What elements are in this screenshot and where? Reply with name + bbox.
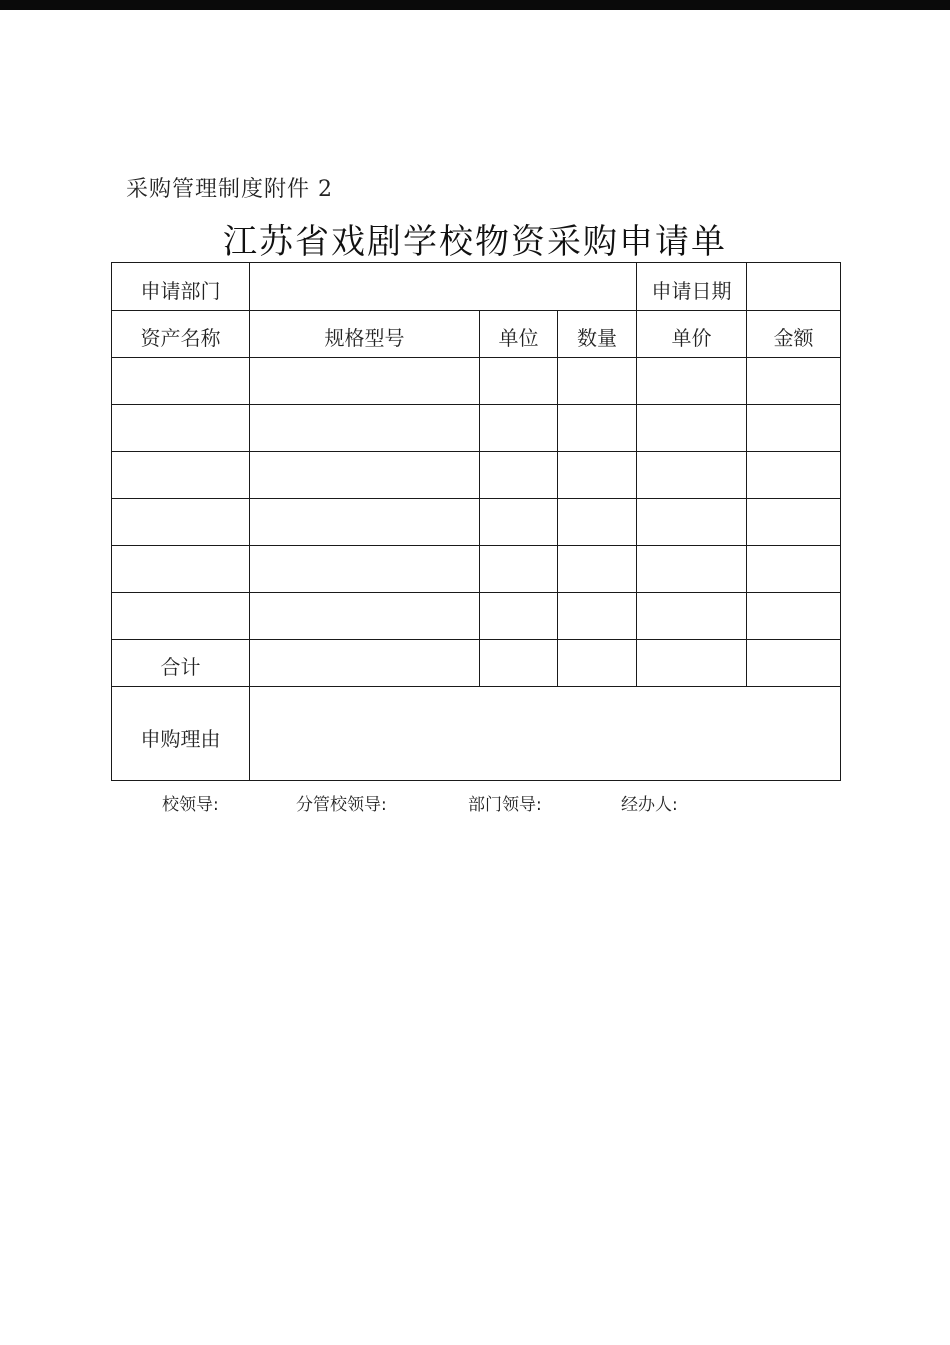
total-cell[interactable] — [558, 640, 637, 687]
column-header: 规格型号 — [250, 311, 480, 358]
table-cell[interactable] — [112, 358, 250, 405]
table-cell[interactable] — [558, 358, 637, 405]
table-row — [112, 405, 841, 452]
total-cell[interactable] — [747, 640, 841, 687]
table-cell[interactable] — [558, 499, 637, 546]
table-cell[interactable] — [558, 546, 637, 593]
reason-field[interactable] — [250, 687, 841, 781]
reason-label: 申购理由 — [140, 727, 221, 751]
date-label-cell — [637, 263, 747, 311]
dept-label: 申请部门 — [140, 279, 221, 303]
table-cell[interactable] — [637, 405, 747, 452]
table-cell[interactable] — [747, 358, 841, 405]
table-cell[interactable] — [250, 593, 480, 640]
column-header: 数量 — [558, 311, 637, 358]
table-cell[interactable] — [480, 546, 558, 593]
date-label: 申请日期 — [651, 279, 732, 303]
table-cell[interactable] — [250, 452, 480, 499]
table-cell[interactable] — [558, 593, 637, 640]
table-cell[interactable] — [250, 405, 480, 452]
column-header: 资产名称 — [112, 311, 250, 358]
table-cell[interactable] — [747, 499, 841, 546]
date-field[interactable] — [747, 263, 841, 311]
table-cell[interactable] — [112, 405, 250, 452]
table-cell[interactable] — [558, 405, 637, 452]
column-header: 单价 — [637, 311, 747, 358]
reason-label-cell — [112, 687, 250, 781]
total-cell[interactable] — [480, 640, 558, 687]
signature-line — [0, 790, 950, 820]
table-row — [112, 499, 841, 546]
table-cell[interactable] — [480, 593, 558, 640]
total-row — [112, 640, 841, 687]
table-cell[interactable] — [558, 452, 637, 499]
table-row — [112, 546, 841, 593]
purchase-request-table — [111, 262, 841, 781]
vice-leader-signature-label: 分管校领导: — [296, 795, 387, 815]
table-cell[interactable] — [480, 358, 558, 405]
column-header-row — [112, 311, 841, 358]
table-cell[interactable] — [112, 593, 250, 640]
table-cell[interactable] — [637, 452, 747, 499]
table-cell[interactable] — [747, 593, 841, 640]
table-cell[interactable] — [250, 499, 480, 546]
dept-label-cell — [112, 263, 250, 311]
table-cell[interactable] — [637, 546, 747, 593]
table-cell[interactable] — [747, 546, 841, 593]
reason-row — [112, 687, 841, 781]
column-header: 单位 — [480, 311, 558, 358]
table-cell[interactable] — [747, 452, 841, 499]
table-cell[interactable] — [480, 452, 558, 499]
table-cell[interactable] — [112, 499, 250, 546]
table-cell[interactable] — [637, 593, 747, 640]
table-cell[interactable] — [747, 405, 841, 452]
dept-field[interactable] — [250, 263, 637, 311]
table-row — [112, 593, 841, 640]
handler-signature-label: 经办人: — [621, 795, 678, 815]
column-header: 金额 — [747, 311, 841, 358]
table-cell[interactable] — [637, 499, 747, 546]
table-cell[interactable] — [637, 358, 747, 405]
table-cell[interactable] — [112, 452, 250, 499]
attachment-label: 采购管理制度附件 2 — [126, 177, 333, 202]
total-cell[interactable] — [637, 640, 747, 687]
form-title: 江苏省戏剧学校物资采购申请单 — [223, 222, 727, 262]
table-row — [112, 358, 841, 405]
dept-date-row — [112, 263, 841, 311]
table-cell[interactable] — [480, 499, 558, 546]
school-leader-signature-label: 校领导: — [162, 795, 219, 815]
total-cell[interactable] — [250, 640, 480, 687]
scan-top-edge — [0, 0, 950, 10]
total-label-cell — [112, 640, 250, 687]
total-label: 合计 — [160, 655, 201, 679]
table-row — [112, 452, 841, 499]
table-cell[interactable] — [480, 405, 558, 452]
dept-leader-signature-label: 部门领导: — [468, 795, 542, 815]
table-cell[interactable] — [250, 358, 480, 405]
table-cell[interactable] — [112, 546, 250, 593]
table-cell[interactable] — [250, 546, 480, 593]
